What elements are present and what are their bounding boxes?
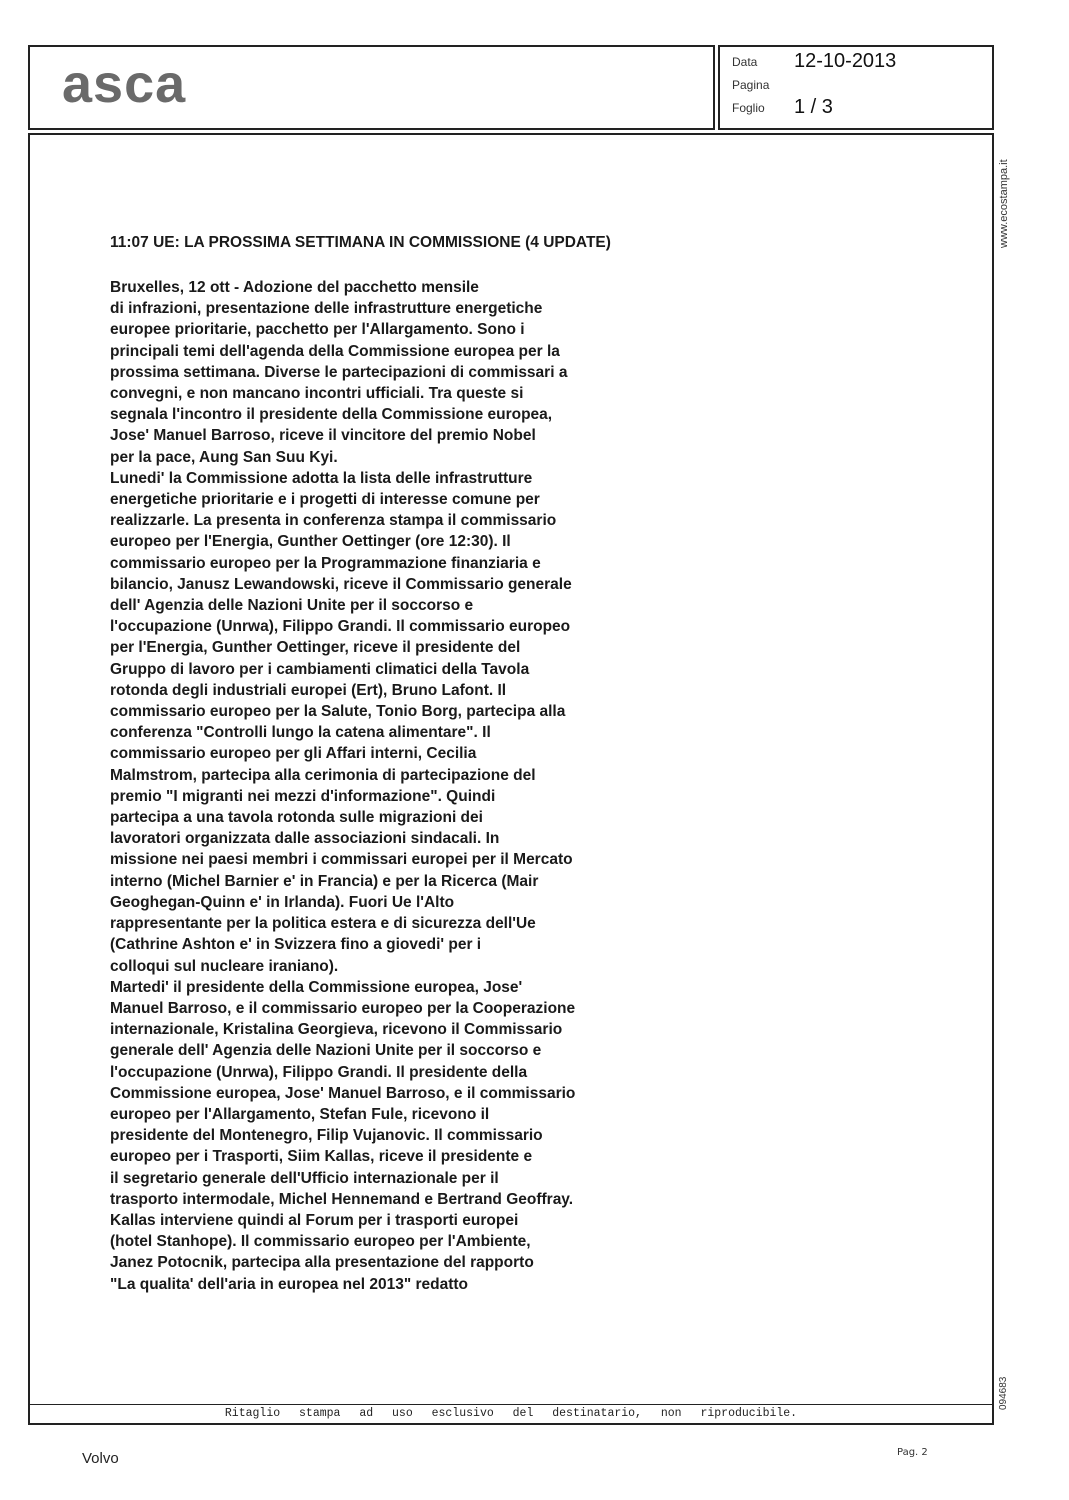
article-line: europee prioritarie, pacchetto per l'Allargamento. Sono i	[110, 321, 525, 339]
article-line: commissario europeo per la Programmazione finanziaria e	[110, 554, 541, 572]
article-line: missione nei paesi membri i commissari europei per il Mercato	[110, 851, 573, 869]
article-line: l'occupazione (Unrwa), Filippo Grandi. Il commissario europeo	[110, 618, 571, 636]
article-line: realizzarle. La presenta in conferenza stampa il commissario	[110, 512, 557, 530]
article-line: per la pace, Aung San Suu Kyi.	[110, 448, 338, 466]
article-line: generale dell' Agenzia delle Nazioni Unite per il soccorso e	[110, 1042, 542, 1060]
date-label: Data	[732, 55, 758, 69]
article-line: Gruppo di lavoro per i cambiamenti climatici della Tavola	[110, 660, 530, 678]
article-line: per l'Energia, Gunther Oettinger, riceve il presidente del	[110, 639, 521, 657]
article-line: Manuel Barroso, e il commissario europeo per la Cooperazione	[110, 999, 576, 1017]
article-line: interno (Michel Barnier e' in Francia) e per la Ricerca (Mair	[110, 872, 539, 890]
sheet-value: 1 / 3	[794, 96, 833, 118]
article-line: rotonda degli industriali europei (Ert), Bruno Lafont. Il	[110, 681, 507, 699]
article-line: Lunedi' la Commissione adotta la lista delle infrastrutture	[110, 469, 533, 487]
article-line: conferenza "Controlli lungo la catena alimentare". Il	[110, 724, 491, 742]
article-line: principali temi dell'agenda della Commissione europea per la	[110, 342, 560, 360]
article-line: rappresentante per la politica estera e di sicurezza dell'Ue	[110, 915, 536, 933]
article-line: trasporto intermodale, Michel Hennemand e Bertrand Geoffray.	[110, 1190, 574, 1208]
page-label: Pagina	[732, 78, 770, 92]
article-line: colloqui sul nucleare iraniano).	[110, 957, 339, 975]
sheet-label: Foglio	[732, 101, 765, 115]
article-line: premio "I migranti nei mezzi d'informazione". Quindi	[110, 787, 496, 805]
page-number: Pag. 2	[897, 1447, 928, 1458]
article-body	[110, 277, 670, 1295]
article-line: presidente del Montenegro, Filip Vujanovic. Il commissario	[110, 1127, 543, 1145]
article-line: l'occupazione (Unrwa), Filippo Grandi. Il presidente della	[110, 1063, 528, 1081]
article-line: Kallas interviene quindi al Forum per i trasporti europei	[110, 1211, 519, 1229]
client-brand: Volvo	[82, 1450, 119, 1467]
article-line: (Cathrine Ashton e' in Svizzera fino a giovedi' per i	[110, 936, 482, 954]
article-line: di infrazioni, presentazione delle infrastrutture energetiche	[110, 300, 543, 318]
masthead-box	[28, 45, 715, 130]
article-line: Janez Potocnik, partecipa alla presentazione del rapporto	[110, 1254, 534, 1272]
article-title: 11:07 UE: LA PROSSIMA SETTIMANA IN COMMISSIONE (4 UPDATE)	[110, 234, 611, 251]
side-website-text: www.ecostampa.it	[998, 159, 1010, 248]
article-line: Martedi' il presidente della Commissione europea, Jose'	[110, 978, 523, 996]
article-line: dell' Agenzia delle Nazioni Unite per il soccorso e	[110, 597, 474, 615]
article-line: Geoghegan-Quinn e' in Irlanda). Fuori Ue l'Alto	[110, 893, 455, 911]
article-line: internazionale, Kristalina Georgieva, ricevono il Commissario	[110, 1021, 563, 1039]
article-line: lavoratori organizzata dalle associazioni sindacali. In	[110, 830, 500, 848]
article-line: energetiche prioritarie e i progetti di interesse comune per	[110, 491, 540, 509]
notice-divider	[30, 1404, 992, 1405]
article-line: commissario europeo per gli Affari interni, Cecilia	[110, 745, 477, 763]
article-line: il segretario generale dell'Ufficio internazionale per il	[110, 1169, 499, 1187]
article-line: commissario europeo per la Salute, Tonio Borg, partecipa alla	[110, 703, 566, 721]
article-line: convegni, e non mancano incontri ufficiali. Tra queste si	[110, 385, 524, 403]
article-line: Jose' Manuel Barroso, riceve il vincitore del premio Nobel	[110, 427, 536, 445]
article-line: Commissione europea, Jose' Manuel Barroso, e il commissario	[110, 1084, 576, 1102]
article-line: prossima settimana. Diverse le partecipazioni di commissari a	[110, 363, 568, 381]
article-line: segnala l'incontro il presidente della Commissione europea,	[110, 406, 553, 424]
article-line: (hotel Stanhope). Il commissario europeo per l'Ambiente,	[110, 1233, 531, 1251]
article-line: "La qualita' dell'aria in europea nel 2013" redatto	[110, 1275, 469, 1293]
article-line: europeo per l'Allargamento, Stefan Fule, ricevono il	[110, 1105, 490, 1123]
article-line: partecipa a una tavola rotonda sulle migrazioni dei	[110, 809, 483, 827]
article-line: Bruxelles, 12 ott - Adozione del pacchetto mensile	[110, 279, 479, 296]
article-line: Malmstrom, partecipa alla cerimonia di partecipazione del	[110, 766, 536, 784]
metadata-box	[718, 45, 994, 130]
date-value: 12-10-2013	[794, 50, 897, 72]
article-line: europeo per i Trasporti, Siim Kallas, riceve il presidente e	[110, 1148, 533, 1166]
publication-logo: asca	[62, 54, 187, 114]
article-line: bilancio, Janusz Lewandowski, riceve il Commissario generale	[110, 575, 572, 593]
article-line: europeo per l'Energia, Gunther Oettinger (ore 12:30). Il	[110, 533, 511, 551]
reproduction-notice: Ritaglio stampa ad uso esclusivo del destinatario, non riproducibile.	[224, 1407, 798, 1420]
side-clipping-code: 094683	[998, 1376, 1009, 1410]
